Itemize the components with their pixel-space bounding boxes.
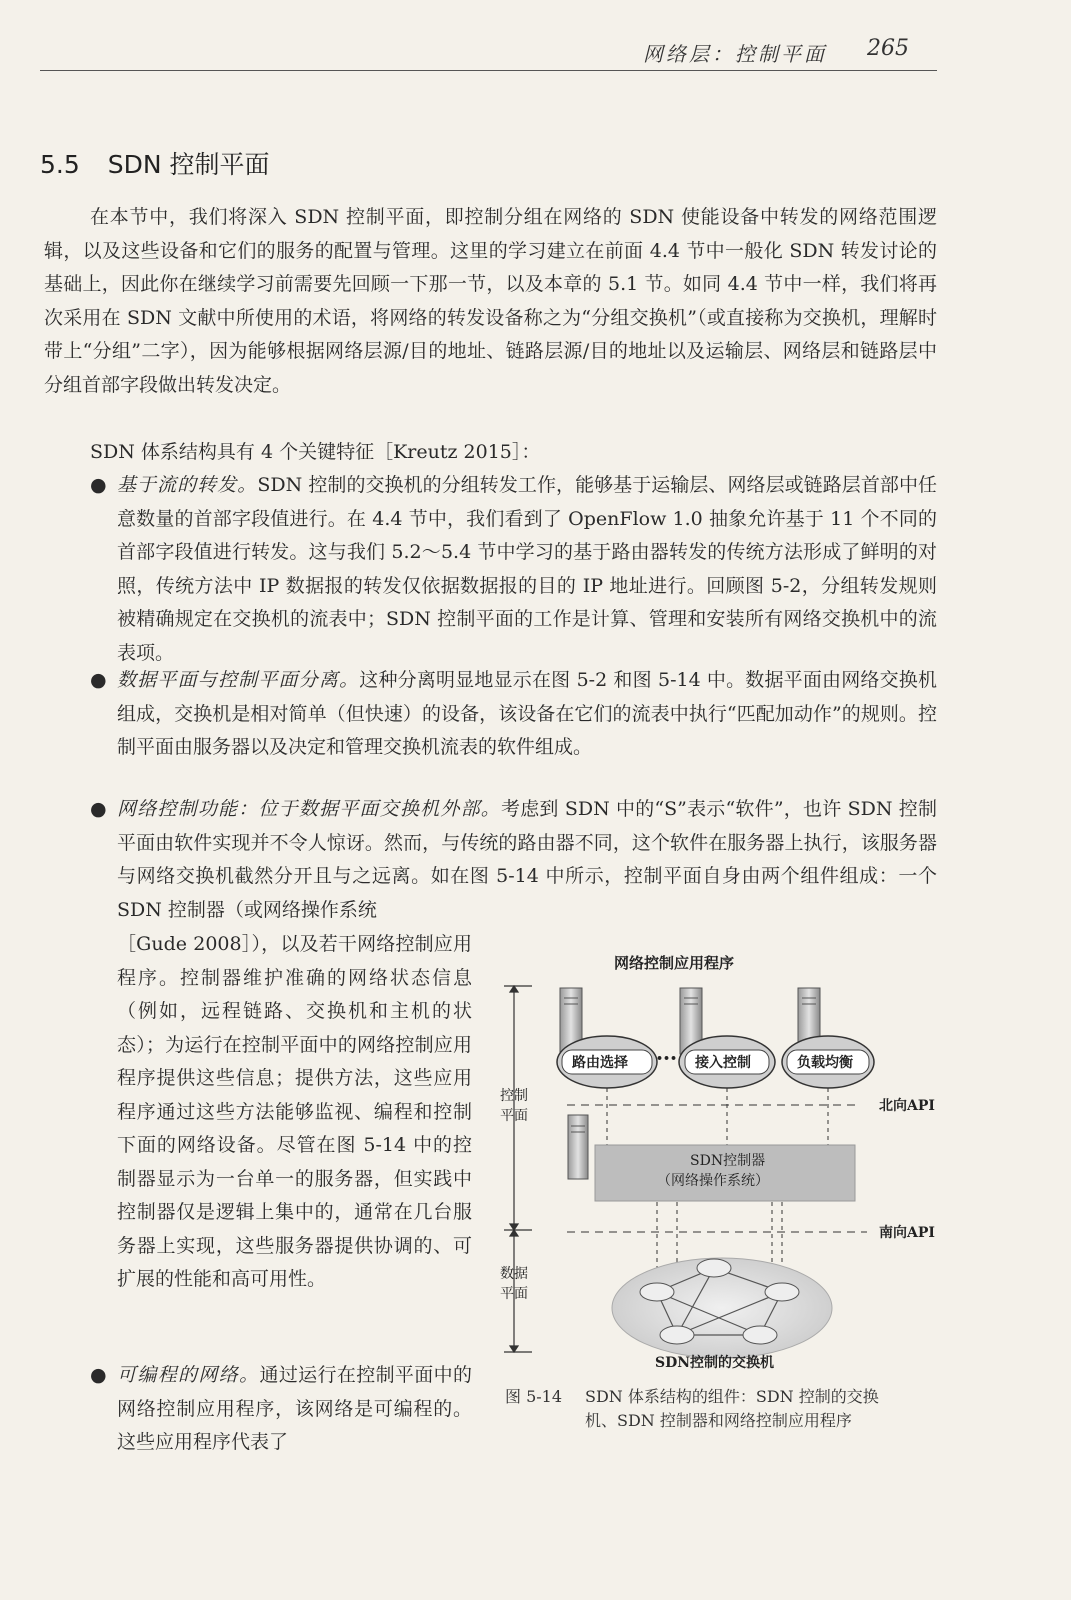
bullet-flow-forwarding xyxy=(90,469,937,670)
figure-caption xyxy=(505,1385,945,1433)
bullet-keyword: 网络控制功能：位于数据平面交换机外部。 xyxy=(117,798,501,820)
section-title xyxy=(40,145,270,181)
page-header xyxy=(40,36,937,71)
section-title-text: SDN 控制平面 xyxy=(107,150,270,179)
switch-icon xyxy=(640,1283,674,1301)
bullet-keyword: 基于流的转发。 xyxy=(117,474,258,496)
section-number: 5.5 xyxy=(40,150,80,179)
northbound-api-label: 北向API xyxy=(879,1098,935,1114)
app-load-label: 负载均衡 xyxy=(797,1055,853,1071)
paragraph-intro: 在本节中，我们将深入 SDN 控制平面，即控制分组在网络的 SDN 使能设备中转发的网络范围逻辑，以及这些设备和它们的服务的配置与管理。这里的学习建立在前面 4.4 节中一般化 SDN 转发讨论的基础上，因此你在继续学习前需要先回顾一下那一节，以及本章的 5.1 节。如同 4.4 节中一样，我们将再次采用在 SDN 文献中所使用的术语，将网络的转发设备称之为“分组交换机”（或直接称为交换机，理解时带上“分组”二字），因为能够根据网络层源/目的地址、链路层源/目的地址以及运输层、网络层和链路层中分组首部字段做出转发决定。 xyxy=(44,206,937,396)
controller-label-line2: （网络操作系统） xyxy=(657,1173,769,1189)
bullet-dot-icon: ● xyxy=(90,1364,107,1386)
header-title: 网络层：控制平面 xyxy=(643,42,827,66)
bullet-text: 这种分离明显地显示在图 5-2 和图 5-14 中。数据平面由网络交换机组成，交换机是相对简单（但快速）的设备，该设备在它们的流表中执行“匹配加动作”的规则。控制平面由服务器以及决定和管理交换机流表的软件组成。 xyxy=(117,669,937,758)
controller-server-icon xyxy=(568,1115,588,1179)
paragraph-features: SDN 体系结构具有 4 个关键特征［Kreutz 2015］： xyxy=(90,441,541,463)
bullet-text: 通过运行在控制平面中的网络控制应用程序，该网络是可编程的。这些应用程序代表了 xyxy=(117,1364,472,1453)
data-plane-label: 数据平面 xyxy=(500,1266,528,1302)
switches-label: SDN控制的交换机 xyxy=(655,1355,775,1371)
bullet-text: SDN 控制的交换机的分组转发工作，能够基于运输层、网络层或链路层首部中任意数量的首部字段值进行。在 4.4 节中，我们看到了 OpenFlow 1.0 抽象允许基于 11 个不同的首部字段值进行转发。这与我们 5.2～5.4 节中学习的基于路由器转发的传统方法形成了鲜明的对照，传统方法中 IP 数据报的转发仅依据数据报的目的 IP 地址进行。回顾图 5-2，分组转发规则被精确规定在交换机的流表中；SDN 控制平面的工作是计算、管理和安装所有网络交换机中的流表项。 xyxy=(117,474,937,664)
bullet-text: 考虑到 SDN 中的“S”表示“软件”，也许 SDN 控制平面由软件实现并不令人惊讶。然而，与传统的路由器不同，这个软件在服务器上执行，该服务器与网络交换机截然分开且与之远离。如在图 5-14 中所示，控制平面自身由两个组件组成：一个 SDN 控制器（或网络操作系统 xyxy=(117,798,937,921)
bullet-dot-icon: ● xyxy=(90,474,107,496)
switch-icon xyxy=(765,1283,799,1301)
bullet-network-control xyxy=(90,793,937,927)
southbound-api-label: 南向API xyxy=(879,1225,935,1241)
bullet-network-control-continuation: ［Gude 2008］），以及若干网络控制应用程序。控制器维护准确的网络状态信息（例如，远程链路、交换机和主机的状态）；为运行在控制平面中的网络控制应用程序提供这些信息；提供方法，这些应用程序通过这些方法能够监视、编程和控制下面的网络设备。尽管在图 5-14 中的控制器显示为一台单一的服务器，但实践中控制器仅是逻辑上集中的，通常在几台服务器上实现，这些服务器提供协调的、可扩展的性能和高可用性。 xyxy=(117,933,472,1290)
caption-line2: 机、SDN 控制器和网络控制应用程序 xyxy=(585,1411,852,1430)
controller-label-line1: SDN控制器 xyxy=(690,1153,766,1169)
bullet-plane-separation xyxy=(90,664,937,765)
bullet-dot-icon: ● xyxy=(90,669,107,691)
switch-icon xyxy=(743,1326,777,1344)
bullet-keyword: 数据平面与控制平面分离。 xyxy=(117,669,360,691)
bullet-dot-icon: ● xyxy=(90,798,107,820)
figure-top-label: 网络控制应用程序 xyxy=(614,954,735,972)
caption-line1: SDN 体系结构的组件：SDN 控制的交换 xyxy=(585,1387,879,1406)
bullet-programmable-network xyxy=(90,1359,472,1460)
page-number: 265 xyxy=(867,36,909,61)
app-access-label: 接入控制 xyxy=(695,1055,751,1071)
figure-5-14 xyxy=(492,940,952,1460)
switch-icon xyxy=(697,1259,731,1277)
control-plane-label: 控制平面 xyxy=(500,1088,528,1124)
app-routing-label: 路由选择 xyxy=(572,1055,628,1071)
switch-icon xyxy=(660,1326,694,1344)
app-ellipsis: ••• xyxy=(656,1052,678,1065)
caption-number: 图 5-14 xyxy=(505,1387,563,1406)
bullet-keyword: 可编程的网络。 xyxy=(117,1364,260,1386)
